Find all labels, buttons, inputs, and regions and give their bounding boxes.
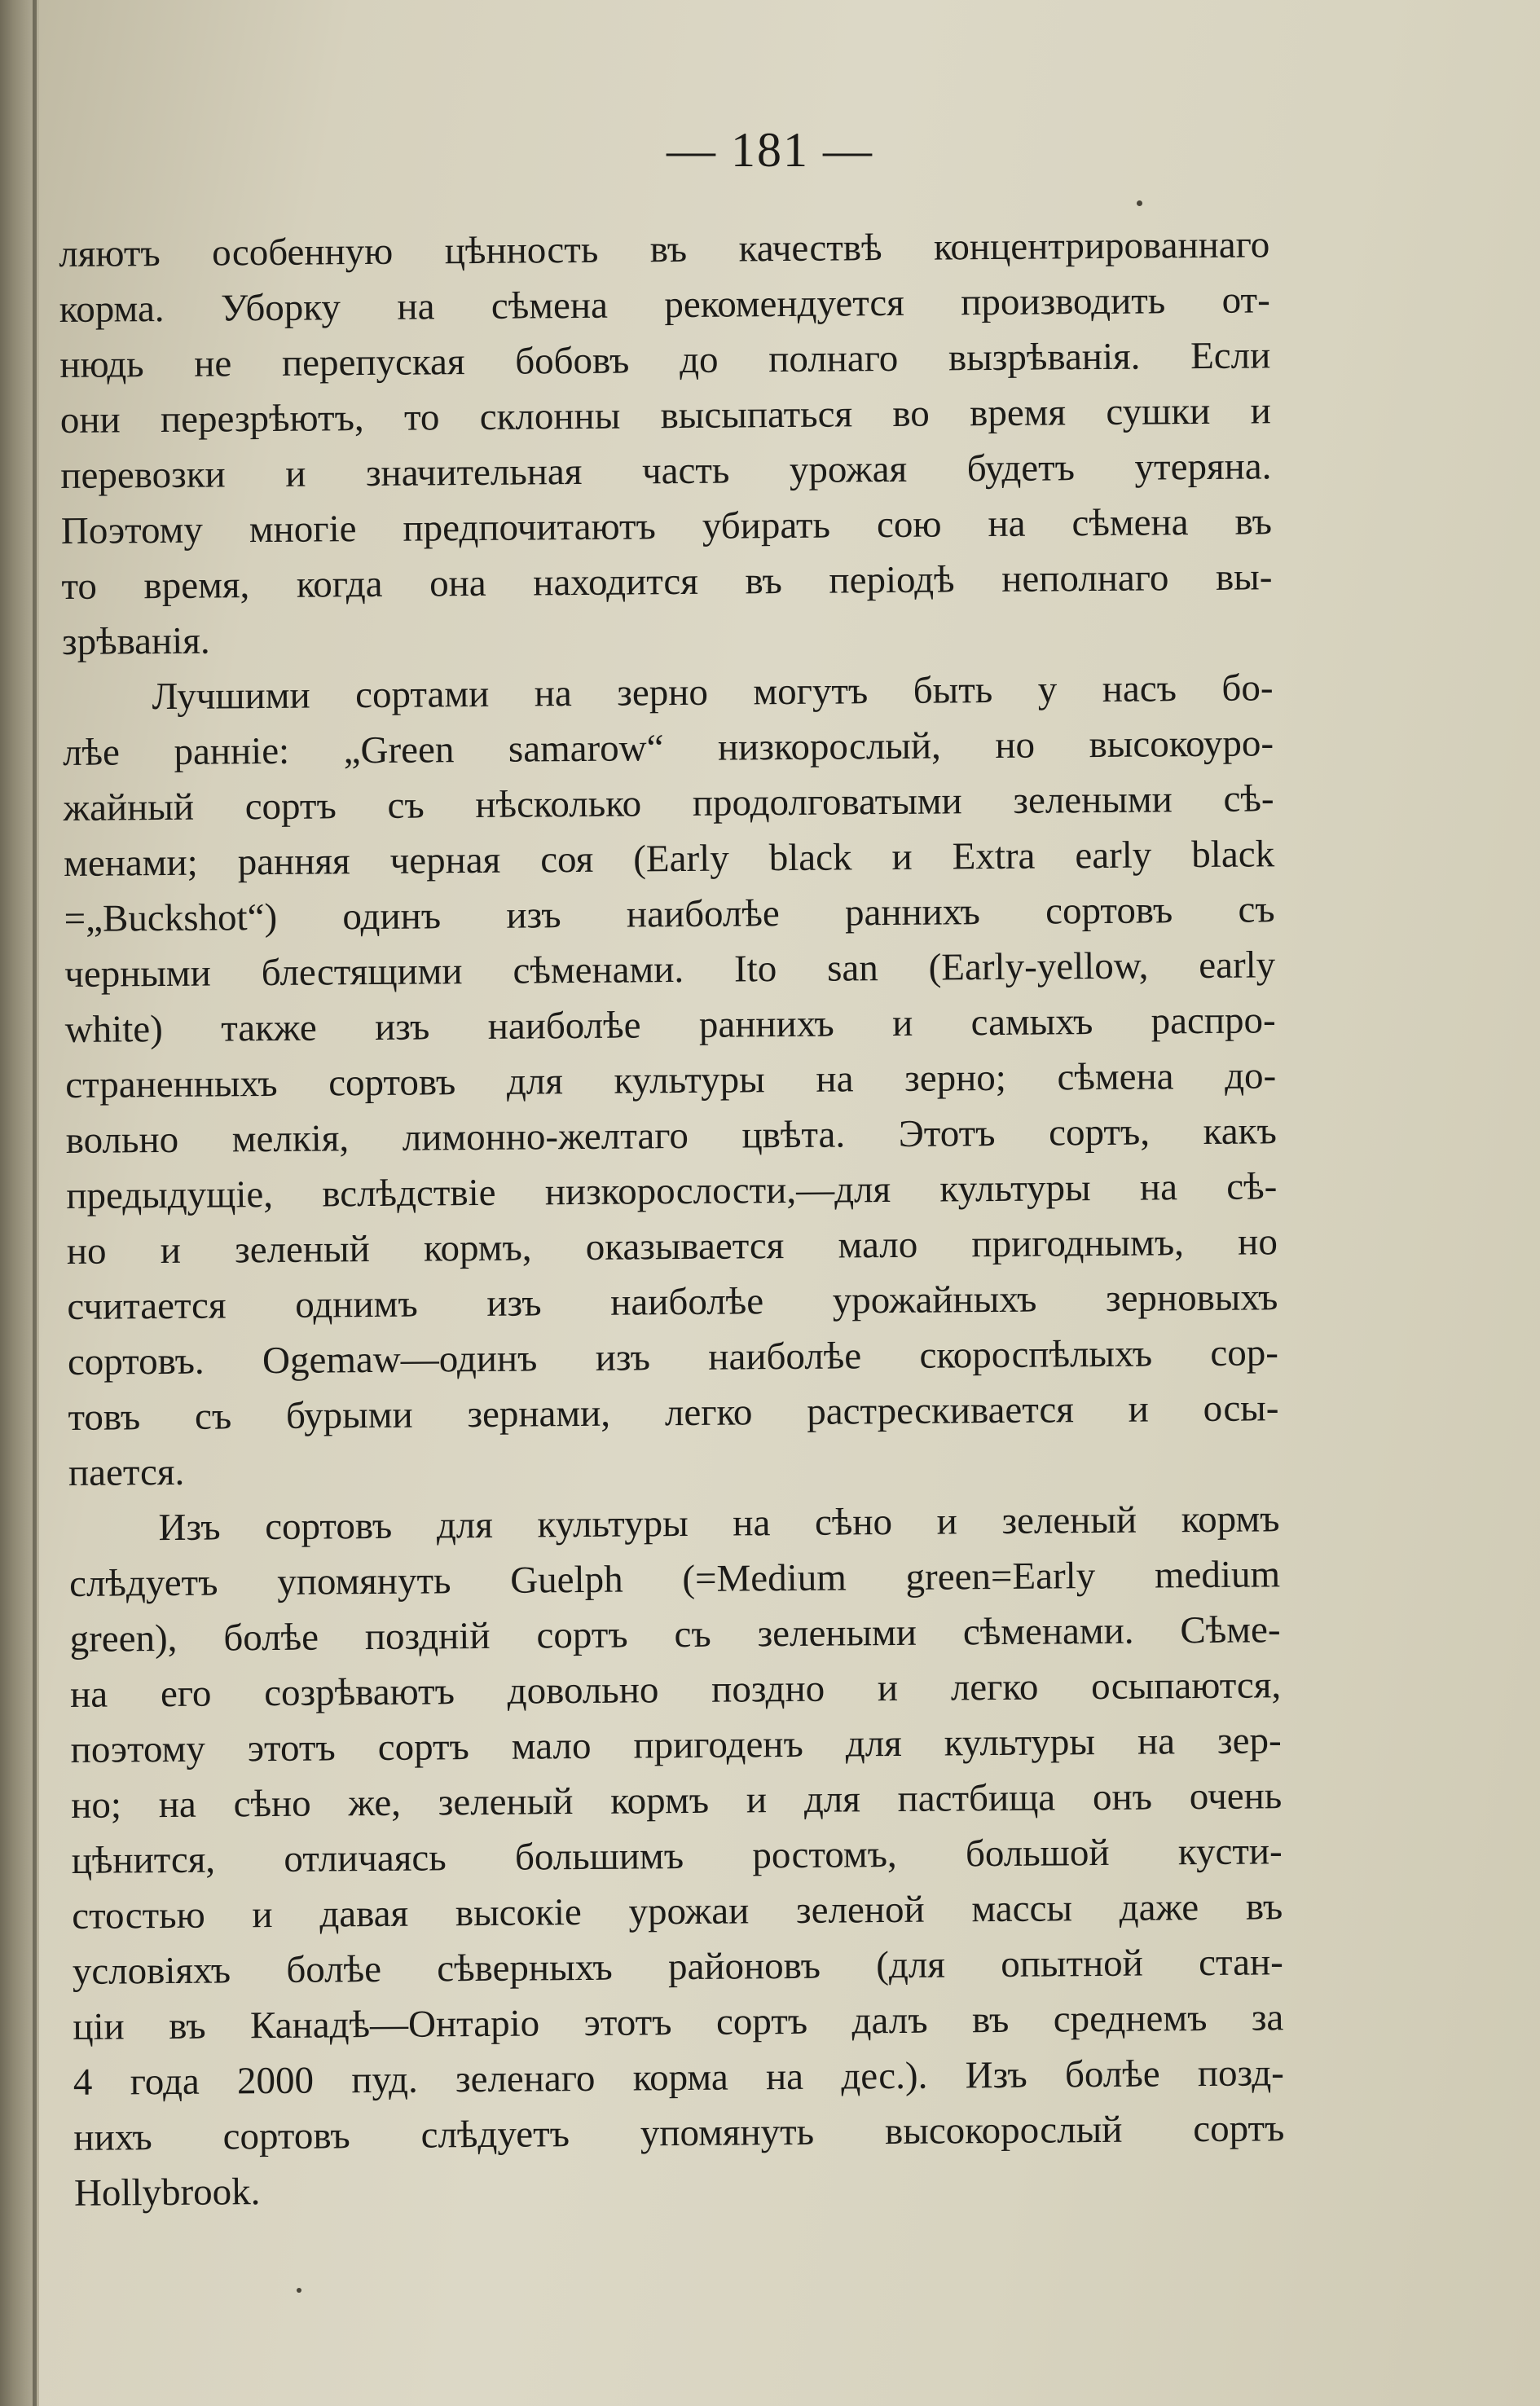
- text-line: черными блестящими сѣменами. Ito san (Early-yellow, early: [64, 943, 1276, 996]
- text-line: ляютъ особенную цѣнность въ качествѣ концентрированнаго: [59, 223, 1270, 275]
- text-line: Лучшими сортами на зерно могутъ быть у насъ бо-: [152, 666, 1274, 719]
- text-line: ціи въ Канадѣ—Онтаріо этотъ сортъ далъ въ среднемъ за: [73, 1996, 1284, 2048]
- text-line: корма. Уборку на сѣмена рекомендуется производить от-: [59, 279, 1270, 331]
- text-line: лѣе ранніе: „Green samarow“ низкорослый, но высокоуро-: [62, 722, 1274, 774]
- text-line: жайный сортъ съ нѣсколько продолговатыми зелеными сѣ-: [63, 777, 1274, 829]
- text-line: сортовъ. Ogemaw—одинъ изъ наиболѣе скороспѣлыхъ сор-: [67, 1331, 1279, 1383]
- text-line: условіяхъ болѣе сѣверныхъ районовъ (для опытной стан-: [72, 1941, 1283, 1993]
- text-line: зрѣванія.: [61, 619, 210, 663]
- text-line: поэтому этотъ сортъ мало пригоденъ для культуры на зер-: [70, 1719, 1282, 1771]
- text-line: вольно мелкія, лимонно-желтаго цвѣта. Этотъ сортъ, какъ: [65, 1110, 1277, 1162]
- text-line: то время, когда она находится въ періодѣ неполнаго вы-: [61, 556, 1273, 608]
- text-line: предыдущіе, вслѣдствіе низкорослости,—для культуры на сѣ-: [66, 1165, 1278, 1217]
- text-line: цѣнится, отличаясь большимъ ростомъ, большой кусти-: [71, 1830, 1283, 1882]
- text-line: слѣдуетъ упомянуть Guelph (=Medium green=Early medium: [68, 1553, 1281, 1605]
- text-line: менами; ранняя черная соя (Early black и Extra early black: [63, 833, 1275, 885]
- text-line: green), болѣе поздній сортъ съ зелеными сѣменами. Сѣме-: [69, 1608, 1281, 1660]
- text-line: стостью и давая высокіе урожаи зеленой массы даже въ: [72, 1885, 1283, 1938]
- text-line: white) также изъ наиболѣе раннихъ и самыхъ распро-: [64, 999, 1276, 1051]
- text-line: но и зеленый кормъ, оказывается мало пригоднымъ, но: [66, 1221, 1278, 1273]
- text-line: нихъ сортовъ слѣдуетъ упомянуть высокорослый сортъ: [73, 2107, 1285, 2159]
- text-line: Hollybrook.: [73, 2171, 261, 2215]
- text-line: перевозки и значительная часть урожая будетъ утеряна.: [60, 445, 1272, 497]
- binding-shadow-line: [33, 0, 37, 2406]
- text-line: на его созрѣваютъ довольно поздно и легко осыпаются,: [69, 1664, 1282, 1716]
- text-line: но; на сѣно же, зеленый кормъ и для пастбища онъ очень: [71, 1775, 1283, 1827]
- paper-speck: [1137, 200, 1142, 206]
- text-line: 4 года 2000 пуд. зеленаго корма на дес.). Изъ болѣе позд-: [73, 2052, 1285, 2104]
- text-line: Поэтому многіе предпочитаютъ убирать сою на сѣмена въ: [60, 500, 1273, 552]
- page-number: — 181 —: [667, 123, 873, 177]
- text-line: товъ съ бурыми зернами, легко растрескивается и осы-: [68, 1387, 1279, 1439]
- text-line: считается однимъ изъ наиболѣе урожайныхъ зерновыхъ: [67, 1276, 1278, 1328]
- text-line: нюдь не перепуская бобовъ до полнаго вызрѣванія. Если: [59, 334, 1271, 386]
- paper-speck: [297, 2288, 301, 2293]
- text-line: пается.: [68, 1450, 185, 1494]
- text-line: они перезрѣютъ, то склонны высыпаться во время сушки и: [59, 389, 1272, 442]
- text-line: Изъ сортовъ для культуры на сѣно и зеленый кормъ: [158, 1498, 1280, 1550]
- text-line: =„Buckshot“) одинъ изъ наиболѣе раннихъ сортовъ съ: [64, 888, 1275, 940]
- text-line: страненныхъ сортовъ для культуры на зерно; сѣмена до-: [65, 1054, 1277, 1106]
- body-text: [59, 217, 1285, 2221]
